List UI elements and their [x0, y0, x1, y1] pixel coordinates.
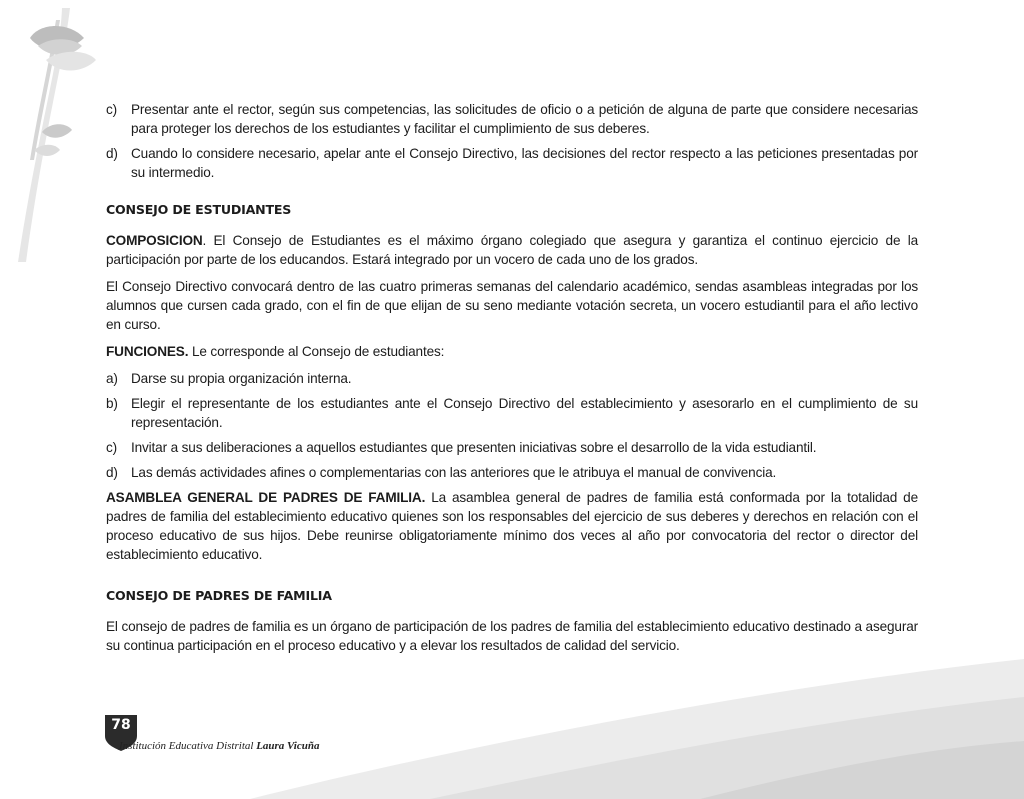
institution-school: Laura Vicuña [256, 740, 320, 752]
list-item [106, 438, 918, 457]
composicion-paragraph [106, 231, 918, 269]
funciones-label: FUNCIONES. [106, 344, 189, 359]
list-item-text: Darse su propia organización interna. [131, 371, 352, 386]
composicion-text: . El Consejo de Estudiantes es el máximo órgano colegiado que asegura y garantiza el continuo ejercicio de la participación por parte de los educandos. Estará integrado por un vocero de cada uno de los grados. [106, 233, 918, 267]
funciones-text: Le corresponde al Consejo de estudiantes: [188, 344, 445, 359]
list-marker: d) [106, 465, 118, 480]
list-marker: c) [106, 102, 118, 117]
list-item [106, 369, 918, 388]
list-item [106, 100, 918, 138]
list-item [106, 144, 918, 182]
list-marker: c) [106, 440, 118, 455]
consejo-padres-paragraph: El consejo de padres de familia es un órgano de participación de los padres de familia del establecimiento educativo destinado a asegurar su continua participación en el proceso educativo y a elevar los resultados de calidad del servicio. [106, 619, 918, 653]
composicion-label: COMPOSICION [106, 233, 203, 248]
asamblea-paragraph [106, 488, 918, 564]
section-heading: CONSEJO DE ESTUDIANTES [106, 202, 292, 217]
document-body [106, 100, 918, 663]
funciones-paragraph [106, 342, 918, 361]
floral-decoration-icon [0, 0, 110, 270]
list-item [106, 463, 918, 482]
convocatoria-paragraph: El Consejo Directivo convocará dentro de las cuatro primeras semanas del calendario académico, sendas asambleas integradas por los alumnos que cursen cada grado, con el fin de que elijan de su seno mediante votación secreta, un vocero estudiantil para el año lectivo en curso. [106, 279, 918, 332]
institution-prefix: Institución Educativa Distrital [119, 740, 257, 752]
list-item-text: Invitar a sus deliberaciones a aquellos estudiantes que presenten iniciativas sobre el desarrollo de la vida estudiantil. [131, 440, 817, 455]
page-number: 78 [111, 717, 131, 733]
asamblea-label: ASAMBLEA GENERAL DE PADRES DE FAMILIA. [106, 490, 426, 505]
list-item-text: Cuando lo considere necesario, apelar ante el Consejo Directivo, las decisiones del rector respecto a las peticiones presentadas por su intermedio. [131, 146, 918, 180]
institution-name [119, 740, 319, 752]
list-item [106, 394, 918, 432]
list-item-text: Elegir el representante de los estudiantes ante el Consejo Directivo del establecimiento y asesorarlo en el cumplimiento de su representación. [131, 396, 918, 430]
section-heading: CONSEJO DE PADRES DE FAMILIA [106, 588, 332, 603]
list-marker: a) [106, 371, 118, 386]
wave-decoration-icon [0, 649, 1024, 799]
list-marker: b) [106, 396, 118, 411]
list-marker: d) [106, 146, 118, 161]
asamblea-text: La asamblea general de padres de familia está conformada por la totalidad de padres de familia del establecimiento educativo quienes son los responsables del ejercicio de sus deberes y derechos en relación con el proceso educativo de sus hijos. Debe reunirse obligatoriamente mínimo dos veces al año por convocatoria del rector o director del establecimiento educativo. [106, 490, 918, 562]
list-item-text: Las demás actividades afines o complementarias con las anteriores que le atribuya el manual de convivencia. [131, 465, 777, 480]
list-item-text: Presentar ante el rector, según sus competencias, las solicitudes de oficio o a petición de alguna de parte que considere necesarias para proteger los derechos de los estudiantes y facilitar el cumplimiento de sus deberes. [131, 102, 918, 136]
